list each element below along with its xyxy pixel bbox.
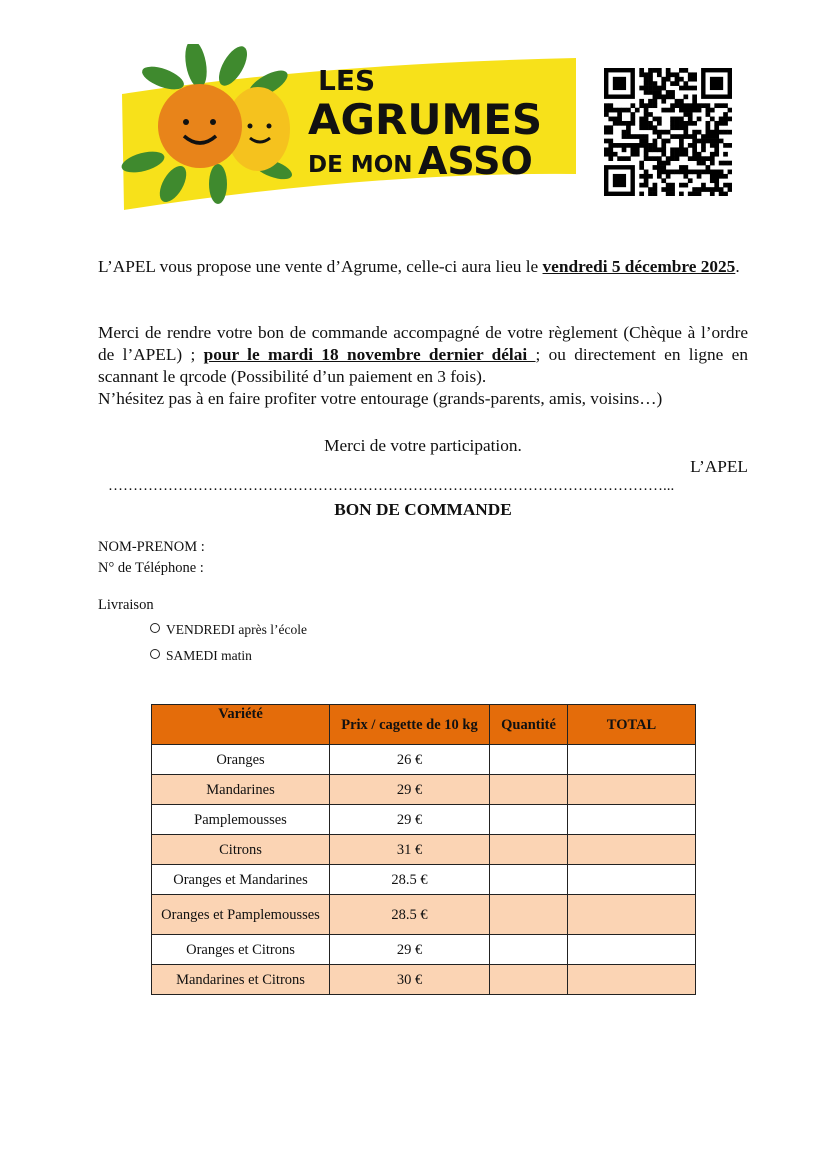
form-title: BON DE COMMANDE: [334, 500, 512, 519]
qr-code-icon[interactable]: [604, 68, 732, 196]
quantity-cell[interactable]: [490, 965, 568, 995]
price-cell: 29 €: [330, 775, 490, 805]
table-row: [152, 835, 696, 865]
quantity-cell[interactable]: [490, 835, 568, 865]
delivery-option-friday[interactable]: [150, 622, 307, 638]
price-cell: 30 €: [330, 965, 490, 995]
table-row: [152, 895, 696, 935]
table-row: [152, 745, 696, 775]
price-cell: 28.5 €: [330, 865, 490, 895]
price-cell: 28.5 €: [330, 895, 490, 935]
price-cell: 29 €: [330, 805, 490, 835]
table-row: [152, 805, 696, 835]
deadline: pour le mardi 18 novembre dernier délai: [203, 345, 536, 364]
variety-cell: Oranges: [152, 745, 330, 775]
intro-text: L’APEL vous propose une vente d’Agrume, celle-ci aura lieu le: [98, 257, 543, 276]
variety-cell: Oranges et Pamplemousses: [152, 895, 330, 935]
radio-icon[interactable]: [150, 623, 160, 633]
quantity-cell[interactable]: [490, 775, 568, 805]
variety-cell: Oranges et Mandarines: [152, 865, 330, 895]
quantity-cell[interactable]: [490, 935, 568, 965]
total-cell[interactable]: [568, 935, 696, 965]
phone-label: N° de Téléphone :: [98, 560, 204, 576]
share-text: N’hésitez pas à en faire profiter votre entourage (grands-parents, amis, voisins…): [98, 389, 663, 408]
price-cell: 26 €: [330, 745, 490, 775]
signature: L’APEL: [690, 457, 748, 476]
header-variety: Variété: [152, 705, 330, 745]
logo-line-de-mon: DE MON: [308, 152, 413, 178]
option-label: SAMEDI matin: [166, 648, 252, 663]
total-cell[interactable]: [568, 835, 696, 865]
thanks-text: Merci de votre participation.: [324, 436, 522, 455]
total-cell[interactable]: [568, 865, 696, 895]
delivery-label: Livraison: [98, 597, 154, 613]
table-row: [152, 965, 696, 995]
table-row: [152, 775, 696, 805]
delivery-option-saturday[interactable]: [150, 648, 252, 664]
name-label: NOM-PRENOM :: [98, 539, 205, 555]
logo-line-asso: ASSO: [418, 139, 533, 183]
logo-line-agrumes: AGRUMES: [308, 95, 543, 144]
quantity-cell[interactable]: [490, 865, 568, 895]
instructions-paragraph: [98, 322, 748, 410]
instructions-text-2: ; ou directement en ligne en scannant le qrcode (Possibilité d’un paiement en 3 fois).: [98, 345, 748, 386]
header-price: Prix / cagette de 10 kg: [330, 705, 490, 745]
total-cell[interactable]: [568, 775, 696, 805]
variety-cell: Mandarines: [152, 775, 330, 805]
variety-cell: Oranges et Citrons: [152, 935, 330, 965]
intro-paragraph: [98, 256, 748, 278]
header-total: TOTAL: [568, 705, 696, 745]
variety-cell: Mandarines et Citrons: [152, 965, 330, 995]
intro-end: .: [735, 257, 740, 276]
instructions-text: Merci de rendre votre bon de commande accompagné de votre règlement (Chèque à l’ordre de l’APEL) ;: [98, 323, 748, 364]
total-cell[interactable]: [568, 965, 696, 995]
variety-cell: Pamplemousses: [152, 805, 330, 835]
variety-cell: Citrons: [152, 835, 330, 865]
quantity-cell[interactable]: [490, 895, 568, 935]
cut-line: …………………………………………………………………………………………………...: [108, 478, 675, 494]
quantity-cell[interactable]: [490, 745, 568, 775]
order-table: [151, 704, 696, 995]
total-cell[interactable]: [568, 895, 696, 935]
price-cell: 31 €: [330, 835, 490, 865]
logo-agrumes-de-mon-asso: [118, 44, 580, 214]
option-label: VENDREDI après l’école: [166, 622, 307, 637]
sale-date: vendredi 5 décembre 2025: [542, 257, 736, 276]
table-row: [152, 865, 696, 895]
header-quantity: Quantité: [490, 705, 568, 745]
total-cell[interactable]: [568, 745, 696, 775]
price-cell: 29 €: [330, 935, 490, 965]
total-cell[interactable]: [568, 805, 696, 835]
table-row: [152, 935, 696, 965]
quantity-cell[interactable]: [490, 805, 568, 835]
logo-line-les: LES: [318, 64, 376, 97]
radio-icon[interactable]: [150, 649, 160, 659]
